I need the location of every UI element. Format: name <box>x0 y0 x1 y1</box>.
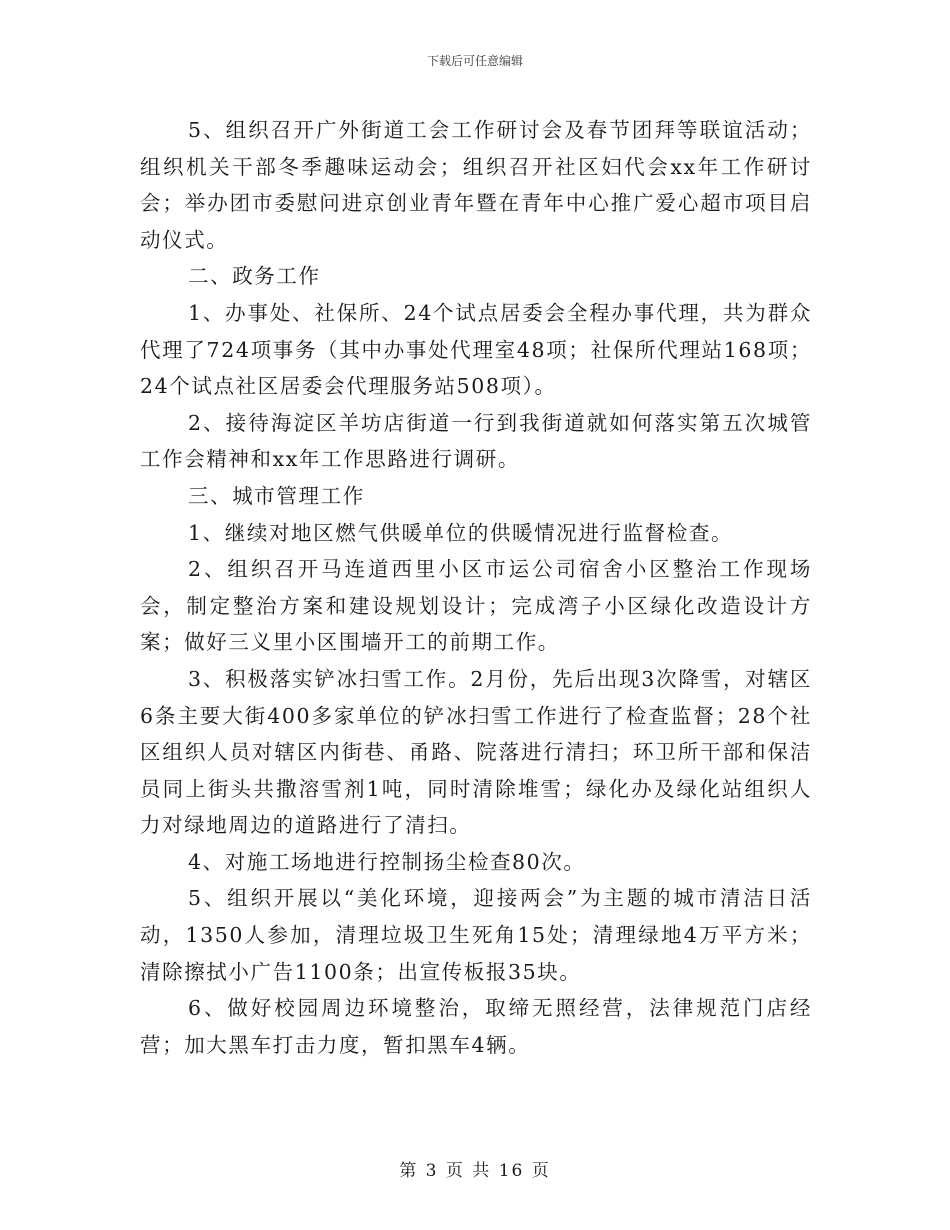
page-number-label: 第 3 页 共 16 页 <box>399 1161 551 1181</box>
paragraph-dust-inspection: 4、对施工场地进行控制扬尘检查80次。 <box>188 849 586 874</box>
paragraph-union-activities: 5、组织召开广外街道工会工作研讨会及春节团拜等联谊活动；组织机关干部冬季趣味运动会；组织召开社区妇代会xx年工作研讨会；举办团市委慰问进京创业青年暨在青年中心推广爱心超市项目启动仪式。 <box>140 118 812 252</box>
paragraph-reception-research: 2、接待海淀区羊坊店街道一行到我街道就如何落实第五次城管工作会精神和xx年工作思路进行调研。 <box>140 410 812 472</box>
paragraph-heating-inspection: 1、继续对地区燃气供暖单位的供暖情况进行监督检查。 <box>188 520 734 545</box>
section-heading-government-affairs: 二、政务工作 <box>188 264 321 289</box>
page-footer <box>0 1156 950 1181</box>
document-body <box>140 112 812 1063</box>
section-heading-city-management: 三、城市管理工作 <box>188 483 365 508</box>
header-note: 下载后可任意编辑 <box>426 54 523 68</box>
paragraph-snow-clearing: 3、积极落实铲冰扫雪工作。2月份，先后出现3次降雪，对辖区6条主要大街400多家单位的铲冰扫雪工作进行了检查监督；28个社区组织人员对辖区内街巷、甬路、院落进行清扫；环卫所干部和保洁员同上街头共撒溶雪剂1吨，同时清除堆雪；绿化办及绿化站组织人力对绿地周边的道路进行了清扫。 <box>140 666 812 838</box>
paragraph-campus-environment: 6、做好校园周边环境整治，取缔无照经营，法律规范门店经营；加大黑车打击力度，暂扣黑车4辆。 <box>140 996 812 1057</box>
paragraph-cleaning-day: 5、组织开展以“美化环境，迎接两会”为主题的城市清洁日活动，1350人参加，清理垃圾卫生死角15处；清理绿地4万平方米；清除擦拭小广告1100条；出宣传板报35块。 <box>140 886 812 984</box>
paragraph-community-renovation: 2、组织召开马连道西里小区市运公司宿舍小区整治工作现场会，制定整治方案和建设规划设计；完成湾子小区绿化改造设计方案；做好三义里小区围墙开工的前期工作。 <box>140 557 812 655</box>
paragraph-agency-services: 1、办事处、社保所、24个试点居委会全程办事代理，共为群众代理了724项事务（其中办事处代理室48项；社保所代理站168项；24个试点社区居委会代理服务站508项）。 <box>140 300 812 399</box>
